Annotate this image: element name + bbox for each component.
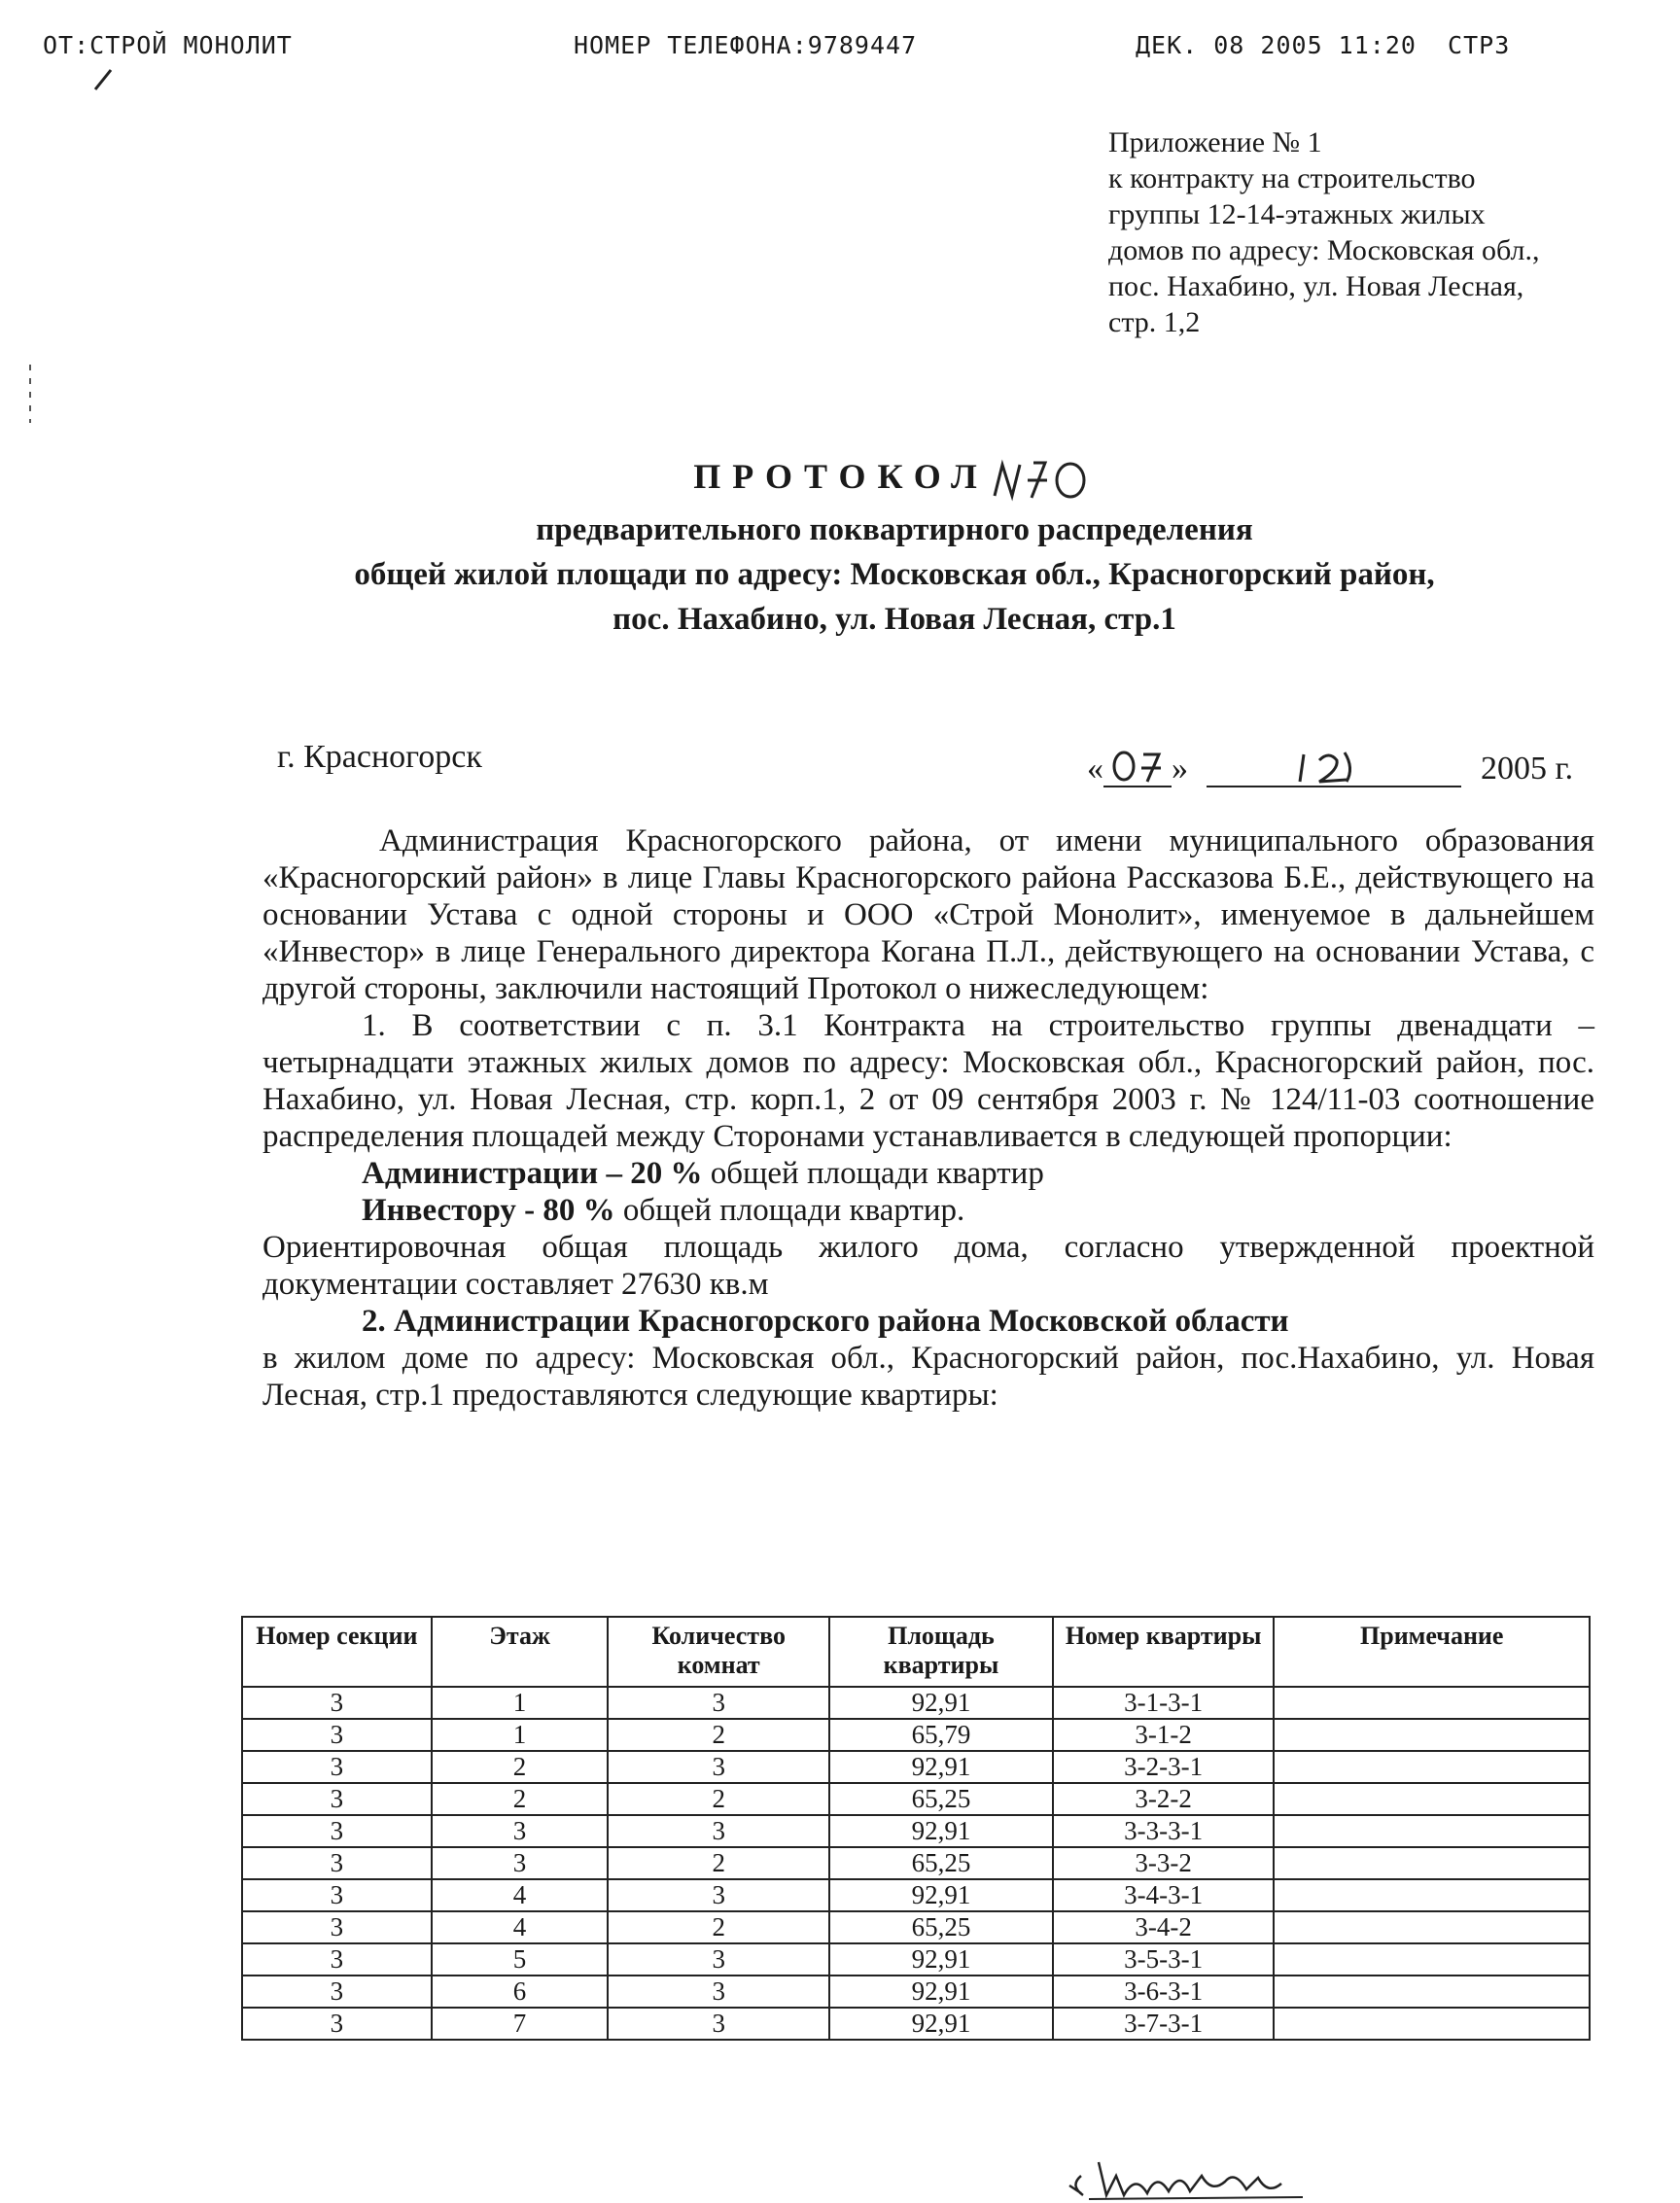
admin-share-label: Администрации – 20 %: [362, 1156, 703, 1191]
col-area: Площадь квартиры: [829, 1617, 1053, 1687]
cell-rooms: 2: [608, 1719, 829, 1751]
admin-share-text: общей площади квартир: [702, 1156, 1044, 1191]
cell-floor: 6: [432, 1976, 609, 2008]
investor-share-text: общей площади квартир.: [614, 1193, 965, 1228]
table-row: [242, 2008, 1590, 2040]
fax-header: [0, 31, 1680, 70]
col-section: Номер секции: [242, 1617, 432, 1687]
cell-rooms: 3: [608, 1976, 829, 2008]
appendix-line: домов по адресу: Московская обл.,: [1108, 234, 1540, 266]
cell-section: 3: [242, 1815, 432, 1847]
cell-note: [1274, 1751, 1590, 1783]
clause-2-heading: [262, 1303, 1594, 1340]
cell-rooms: 3: [608, 1687, 829, 1719]
cell-section: 3: [242, 2008, 432, 2040]
fax-page: СТР3: [1448, 31, 1511, 59]
cell-floor: 4: [432, 1911, 609, 1943]
cell-area: 92,91: [829, 1751, 1053, 1783]
cell-section: 3: [242, 1976, 432, 2008]
document-place: г. Красногорск: [277, 739, 482, 775]
cell-note: [1274, 1976, 1590, 2008]
appendix-line: группы 12-14-этажных жилых: [1108, 198, 1486, 230]
cell-apartment-number: 3-5-3-1: [1053, 1943, 1275, 1976]
cell-rooms: 3: [608, 1879, 829, 1911]
cell-section: 3: [242, 1879, 432, 1911]
title-main: [194, 447, 1594, 507]
table-row: [242, 1687, 1590, 1719]
intro-paragraph: Администрация Красногорского района, от имени муниципального образования «Красногорский район» в лице Главы Красногорского района Рассказова Б.Е., действующего на основании Устава с одной стороны и ООО «Строй Монолит», именуемое в дальнейшем «Инвестор» в лице Генерального директора Когана П.Л., действующего на основании Устава, с другой стороны, заключили настоящий Протокол о нижеследующем:: [262, 823, 1594, 1006]
col-note: Примечание: [1274, 1617, 1590, 1687]
table-row: [242, 1751, 1590, 1783]
cell-section: 3: [242, 1783, 432, 1815]
cell-section: 3: [242, 1911, 432, 1943]
title-subline: пос. Нахабино, ул. Новая Лесная, стр.1: [612, 601, 1176, 637]
investor-share: [262, 1192, 1594, 1229]
cell-floor: 2: [432, 1751, 609, 1783]
date-month-field: [1207, 749, 1461, 787]
fax-phone: НОМЕР ТЕЛЕФОНА:9789447: [574, 31, 918, 59]
cell-apartment-number: 3-3-2: [1053, 1847, 1275, 1879]
cell-section: 3: [242, 1943, 432, 1976]
pen-mark-icon: [89, 68, 119, 93]
cell-apartment-number: 3-4-2: [1053, 1911, 1275, 1943]
date-day-field: [1103, 749, 1172, 787]
appendix-line: к контракту на строительство: [1108, 162, 1476, 194]
appendix-note: [1108, 124, 1633, 340]
date-close-quote: »: [1172, 751, 1188, 787]
handwritten-number-icon: [989, 453, 1096, 507]
table-row: [242, 1815, 1590, 1847]
cell-section: 3: [242, 1687, 432, 1719]
cell-floor: 1: [432, 1687, 609, 1719]
document-title: [194, 447, 1594, 642]
handwritten-signature-icon: [1060, 2156, 1312, 2201]
cell-floor: 7: [432, 2008, 609, 2040]
cell-rooms: 3: [608, 1815, 829, 1847]
table-row: [242, 1911, 1590, 1943]
cell-apartment-number: 3-2-2: [1053, 1783, 1275, 1815]
date-open-quote: «: [1087, 751, 1103, 787]
area-note: Ориентировочная общая площадь жилого дома, согласно утвержденной проектной документации составляет 27630 кв.м: [262, 1230, 1594, 1302]
table-row: [242, 1943, 1590, 1976]
cell-area: 92,91: [829, 1943, 1053, 1976]
apartment-table: [241, 1616, 1591, 2041]
cell-section: 3: [242, 1847, 432, 1879]
cell-floor: 1: [432, 1719, 609, 1751]
cell-apartment-number: 3-1-2: [1053, 1719, 1275, 1751]
cell-floor: 5: [432, 1943, 609, 1976]
cell-apartment-number: 3-2-3-1: [1053, 1751, 1275, 1783]
investor-share-label: Инвестору - 80 %: [362, 1193, 615, 1228]
cell-area: 65,79: [829, 1719, 1053, 1751]
cell-section: 3: [242, 1751, 432, 1783]
admin-share: [262, 1155, 1594, 1192]
cell-area: 92,91: [829, 1687, 1053, 1719]
table-row: [242, 1783, 1590, 1815]
cell-note: [1274, 1687, 1590, 1719]
fax-datetime: [1136, 31, 1510, 59]
cell-floor: 3: [432, 1815, 609, 1847]
table-body: [242, 1687, 1590, 2040]
clause-2-label: 2. Администрации Красногорского района Московской области: [362, 1304, 1289, 1339]
cell-note: [1274, 1911, 1590, 1943]
appendix-line: Приложение № 1: [1108, 126, 1322, 158]
col-apartment-number: Номер квартиры: [1053, 1617, 1275, 1687]
appendix-line: стр. 1,2: [1108, 306, 1201, 338]
appendix-line: пос. Нахабино, ул. Новая Лесная,: [1108, 270, 1524, 302]
col-floor: Этаж: [432, 1617, 609, 1687]
table-row: [242, 1719, 1590, 1751]
fax-datetime-value: ДЕК. 08 2005 11:20: [1136, 31, 1417, 59]
table-row: [242, 1879, 1590, 1911]
cell-rooms: 2: [608, 1783, 829, 1815]
cell-apartment-number: 3-4-3-1: [1053, 1879, 1275, 1911]
cell-area: 65,25: [829, 1783, 1053, 1815]
cell-rooms: 2: [608, 1911, 829, 1943]
cell-area: 65,25: [829, 1911, 1053, 1943]
title-subline: предварительного поквартирного распределения: [536, 511, 1253, 547]
fax-sender: ОТ:СТРОЙ МОНОЛИТ: [43, 31, 293, 59]
table-header-row: [242, 1617, 1590, 1687]
cell-note: [1274, 1879, 1590, 1911]
col-rooms: Количество комнат: [608, 1617, 829, 1687]
cell-area: 92,91: [829, 1879, 1053, 1911]
cell-floor: 2: [432, 1783, 609, 1815]
cell-note: [1274, 2008, 1590, 2040]
cell-note: [1274, 1815, 1590, 1847]
cell-note: [1274, 1943, 1590, 1976]
cell-section: 3: [242, 1719, 432, 1751]
cell-area: 65,25: [829, 1847, 1053, 1879]
table-row: [242, 1976, 1590, 2008]
cell-note: [1274, 1847, 1590, 1879]
cell-note: [1274, 1783, 1590, 1815]
clause-1: 1. В соответствии с п. 3.1 Контракта на строительство группы двенадцати – четырнадцати этажных жилых домов по адресу: Московская обл., Красногорский район, пос. Нахабино, ул. Новая Лесная, стр. корп.1, 2 от 09 сентября 2003 г. № 124/11-03 соотношение распределения площадей между Сторонами устанавливается в следующей пропорции:: [262, 1008, 1594, 1154]
cell-floor: 3: [432, 1847, 609, 1879]
title-subline: общей жилой площади по адресу: Московская обл., Красногорский район,: [354, 556, 1435, 592]
cell-rooms: 2: [608, 1847, 829, 1879]
document-body: [262, 822, 1594, 1414]
cell-apartment-number: 3-6-3-1: [1053, 1976, 1275, 2008]
handwritten-day-icon: [1108, 749, 1167, 786]
cell-note: [1274, 1719, 1590, 1751]
handwritten-month-icon: [1290, 749, 1378, 786]
document-date: [1087, 749, 1573, 787]
cell-rooms: 3: [608, 2008, 829, 2040]
clause-2-text: в жилом доме по адресу: Московская обл., Красногорский район, пос.Нахабино, ул. Новая Лесная, стр.1 предоставляются следующие квартиры:: [262, 1341, 1594, 1413]
date-year: 2005 г.: [1481, 751, 1574, 787]
cell-apartment-number: 3-7-3-1: [1053, 2008, 1275, 2040]
cell-floor: 4: [432, 1879, 609, 1911]
edge-mark-icon: [27, 365, 33, 423]
cell-apartment-number: 3-3-3-1: [1053, 1815, 1275, 1847]
cell-rooms: 3: [608, 1943, 829, 1976]
title-word: ПРОТОКОЛ: [693, 457, 989, 496]
cell-rooms: 3: [608, 1751, 829, 1783]
cell-area: 92,91: [829, 2008, 1053, 2040]
table-row: [242, 1847, 1590, 1879]
cell-area: 92,91: [829, 1976, 1053, 2008]
cell-area: 92,91: [829, 1815, 1053, 1847]
cell-apartment-number: 3-1-3-1: [1053, 1687, 1275, 1719]
